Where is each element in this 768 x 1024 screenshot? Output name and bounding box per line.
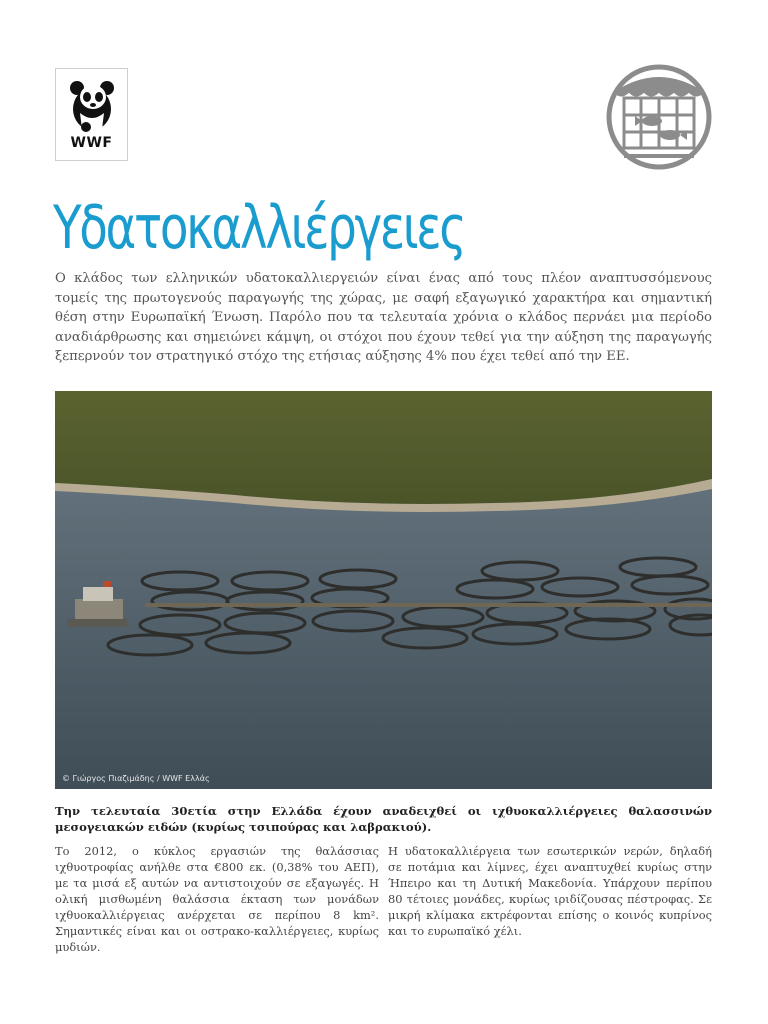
panda-icon xyxy=(66,79,118,133)
photo-credit: © Γιώργος Πιαζιμάδης / WWF Ελλάς xyxy=(62,774,210,783)
body-column-left: Το 2012, ο κύκλος εργασιών της θαλάσσιας ιχθυοτροφίας ανήλθε στα €800 εκ. (0,38% του ΑΕΠ), με τα μισά εξ αυτών να αντιστοιχούν σε εξαγωγές. Η ολική μισθωμένη θαλάσσια έκταση των μονάδων ιχθυοκαλλιέργειας ανέρχεται σε περίπου 8 km². Σημαντικές είναι και οι οστρακο-καλλιέργειες, κυρίως μυδιών. xyxy=(55,844,379,954)
intro-paragraph: Ο κλάδος των ελληνικών υδατοκαλλιεργειών είναι ένας από τους πλέον αναπτυσσόμενους τομείς της πρωτογενούς παραγωγής της χώρας, με σαφή εξαγωγικό χαρακτήρα και σημαντική θέση στην Ευρωπαϊκή Ένωση. Παρόλο που τα τελευταία χρόνια ο κλάδος περνάει μια περίοδο αναδιάρθρωσης και σημειώνει κάμψη, οι στόχοι που έχουν τεθεί για την αύξηση της παραγωγής ξεπερνούν τον στρατηγικό στόχο της ετήσιας αύξησης 4% που έχει τεθεί από την ΕΕ. xyxy=(55,271,712,365)
body-column-right: Η υδατοκαλλιέργεια των εσωτερικών νερών, δηλαδή σε ποτάμια και λίμνες, έχει αναπτυχθεί κυρίως στην Ήπειρο και τη Δυτική Μακεδονία. Υπάρχουν περίπου 80 τέτοιες μονάδες, κυρίως ιριδίζουσας πέστροφας. Σε μικρή κλίμακα εκτρέφονται επίσης ο κοινός κυπρίνος και το ευρωπαϊκό χέλι. xyxy=(388,844,712,938)
photo-caption: Την τελευταία 30ετία στην Ελλάδα έχουν αναδειχθεί οι ιχθυοκαλλιέργειες θαλασσινών μεσογειακών ειδών (κυρίως τσιπούρας και λαβρακιού). xyxy=(55,804,712,834)
page-title: Υδατοκαλλιέργειες xyxy=(53,193,465,263)
fish-farm-icon xyxy=(604,64,714,170)
wwf-logo xyxy=(55,68,128,161)
logo-text: WWF xyxy=(70,135,113,151)
fish-farm-photo xyxy=(55,391,712,789)
